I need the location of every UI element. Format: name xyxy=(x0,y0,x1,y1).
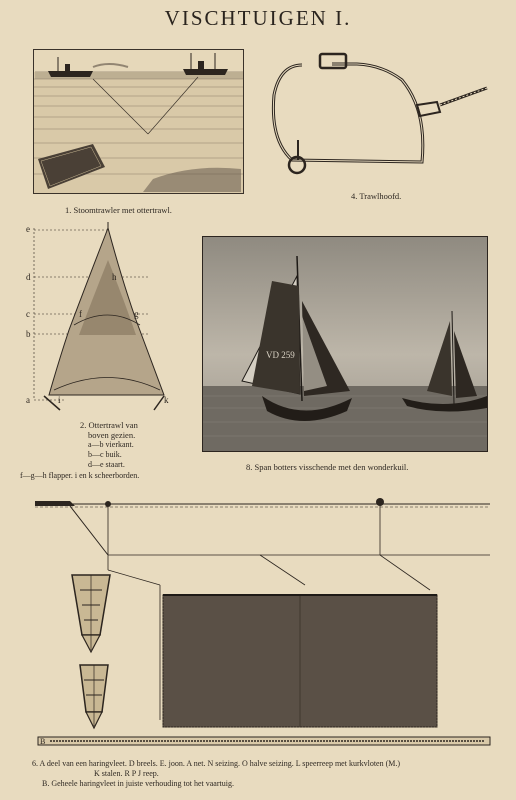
fig2-caption-line: b—c buik. xyxy=(88,450,122,459)
fig2-label-a: a xyxy=(26,395,30,405)
fig2-caption-line: d—e staart. xyxy=(88,460,125,469)
fig8-sail-mark: VD 259 xyxy=(266,350,295,360)
fig6-herring-fleet-diagram xyxy=(30,490,496,752)
fig2-caption-line: a—b vierkant. xyxy=(88,440,134,449)
fig2-caption-block xyxy=(80,420,138,470)
fig1-steam-trawler-illustration xyxy=(33,49,244,194)
fig2-caption-line: 2. Ottertrawl van xyxy=(80,420,138,430)
fig2-label-e: e xyxy=(26,224,30,234)
fig2-label-h: h xyxy=(112,272,117,282)
fig2-ottertrawl-diagram xyxy=(24,220,174,420)
fig2-label-b: b xyxy=(26,329,31,339)
fig2-caption-last: f—g—h flapper. i en k scheerborden. xyxy=(20,471,140,480)
fig2-label-i: i xyxy=(58,395,61,405)
fig6-caption-line: 6. A deel van een haringvleet. D breels. E. joon. A net. N seizing. O halve seizing. L speerreep met kurkvloten (M.) xyxy=(32,759,401,768)
fig4-trawl-head-illustration xyxy=(262,50,492,190)
fig2-label-g: g xyxy=(134,309,139,319)
fig2-label-d: d xyxy=(26,272,31,282)
fig2-label-c: c xyxy=(26,309,30,319)
fig6-caption-line: B. Geheele haringvleet in juiste verhouding tot het vaartuig. xyxy=(42,779,234,788)
fig6-caption-block xyxy=(32,759,400,789)
fig2-label-k: k xyxy=(164,395,169,405)
fig6-bar-label: B xyxy=(40,737,46,746)
fig2-caption-line: boven gezien. xyxy=(88,430,136,440)
fig1-caption: 1. Stoomtrawler met ottertrawl. xyxy=(65,205,172,215)
fig8-botters-photo xyxy=(202,236,488,452)
fig6-caption-line: K stalen. R P J reep. xyxy=(94,769,159,778)
page-title: VISCHTUIGEN I. xyxy=(164,6,352,30)
fig2-label-f: f xyxy=(79,309,82,319)
fig8-caption: 8. Span botters visschende met den wonderkuil. xyxy=(246,462,409,472)
fig4-caption: 4. Trawlhoofd. xyxy=(351,191,402,201)
